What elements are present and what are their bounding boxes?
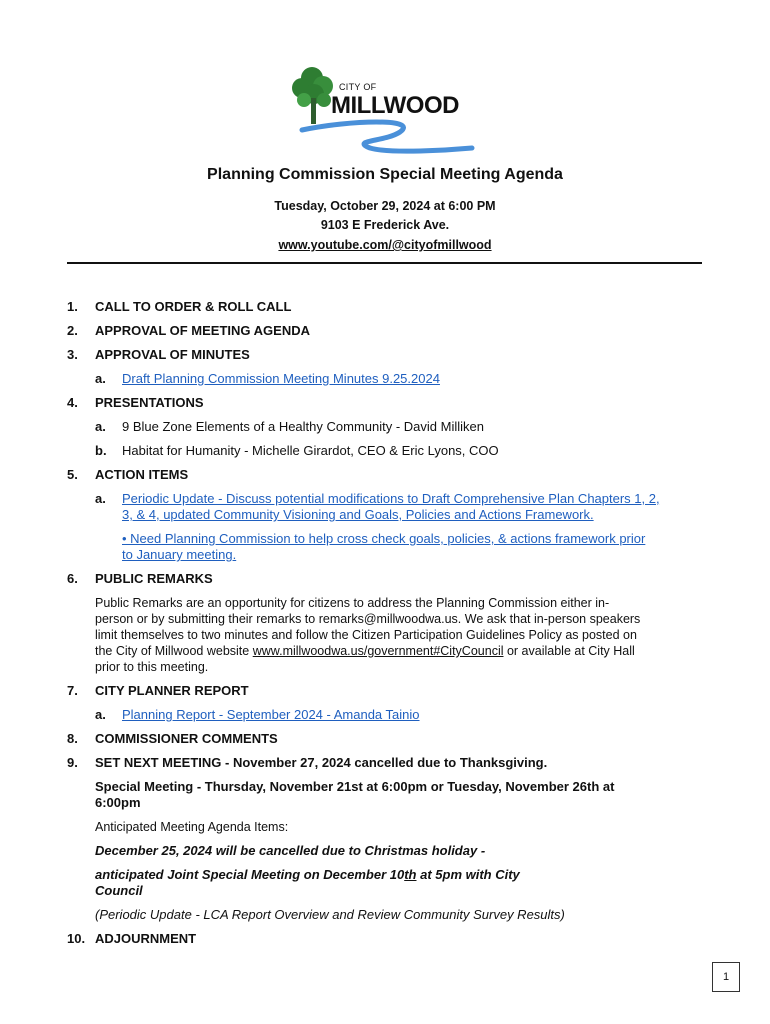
page-title: Planning Commission Special Meeting Agenda [207, 166, 563, 183]
agenda-item-9: 9. SET NEXT MEETING - November 27, 2024 cancelled due to Thanksgiving. [67, 755, 548, 770]
city-logo [290, 60, 480, 156]
logo-city-of: CITY OF [339, 82, 377, 92]
anticipated-items-label: Anticipated Meeting Agenda Items: [95, 820, 289, 834]
agenda-item-8: 8. COMMISSIONER COMMENTS [67, 731, 278, 746]
presentation-b: b. Habitat for Humanity - Michelle Girardot, CEO & Eric Lyons, COO [95, 443, 499, 458]
joint-meeting-note: anticipated Joint Special Meeting on December 10th at 5pm with City Council [95, 867, 520, 898]
planner-report-subitem: a. Planning Report - September 2024 - Amanda Tainio [95, 707, 420, 722]
public-remarks-text: Public Remarks are an opportunity for citizens to address the Planning Commission either in- person or by submitting their remarks to remarks@millwoodwa.us. We ask that in-person speakers limit themselves to two minutes and follow the Citizen Participation Guidelines Policy as posted on the City of Millwood website www.millwoodwa.us/government#CityCouncil or available at City Hall prior to this meeting. [95, 596, 641, 674]
periodic-update-link[interactable]: Periodic Update - Discuss potential modifications to Draft Comprehensive Plan Chapters 1, 2, 3, & 4, updated Community Visioning and Goals, Policies and Actions Framework. [122, 491, 660, 522]
logo-name: MILLWOOD [331, 92, 459, 119]
minutes-link[interactable]: Draft Planning Commission Meeting Minutes 9.25.2024 [122, 371, 440, 386]
dec25-note: December 25, 2024 will be cancelled due to Christmas holiday - [95, 843, 486, 858]
city-council-link[interactable]: www.millwoodwa.us/government#CityCouncil [252, 644, 504, 658]
agenda-list [67, 299, 707, 955]
agenda-item-3: 3. APPROVAL OF MINUTES [67, 347, 250, 362]
presentation-a: a. 9 Blue Zone Elements of a Healthy Community - David Milliken [95, 419, 484, 434]
action-bullet: • Need Planning Commission to help cross check goals, policies, & actions framework prior to January meeting. [122, 531, 646, 562]
agenda-item-2: 2. APPROVAL OF MEETING AGENDA [67, 323, 310, 338]
page-number: 1 [712, 962, 740, 992]
meeting-datetime: Tuesday, October 29, 2024 at 6:00 PM [274, 199, 496, 213]
agenda-item-4: 4. PRESENTATIONS [67, 395, 204, 410]
youtube-link[interactable]: www.youtube.com/@cityofmillwood [278, 238, 492, 252]
action-item-a: a. Periodic Update - Discuss potential modifications to Draft Comprehensive Plan Chapters 1, 2, 3, & 4, updated Community Visioning and Goals, Policies and Actions Framework. [95, 491, 660, 522]
agenda-item-5: 5. ACTION ITEMS [67, 467, 189, 482]
special-meeting-note: Special Meeting - Thursday, November 21st at 6:00pm or Tuesday, November 26th at 6:00pm [95, 779, 615, 810]
agenda-item-10: 10. ADJOURNMENT [67, 931, 197, 946]
agenda-item-6: 6. PUBLIC REMARKS [67, 571, 213, 586]
minutes-subitem: a. Draft Planning Commission Meeting Minutes 9.25.2024 [95, 371, 440, 386]
planning-report-link[interactable]: Planning Report - September 2024 - Amanda Tainio [122, 707, 420, 722]
header-divider [67, 262, 702, 264]
periodic-update-note: (Periodic Update - LCA Report Overview and Review Community Survey Results) [95, 907, 565, 922]
agenda-item-7: 7. CITY PLANNER REPORT [67, 683, 249, 698]
meeting-address: 9103 E Frederick Ave. [320, 218, 450, 232]
agenda-item-1: 1. CALL TO ORDER & ROLL CALL [67, 299, 292, 314]
